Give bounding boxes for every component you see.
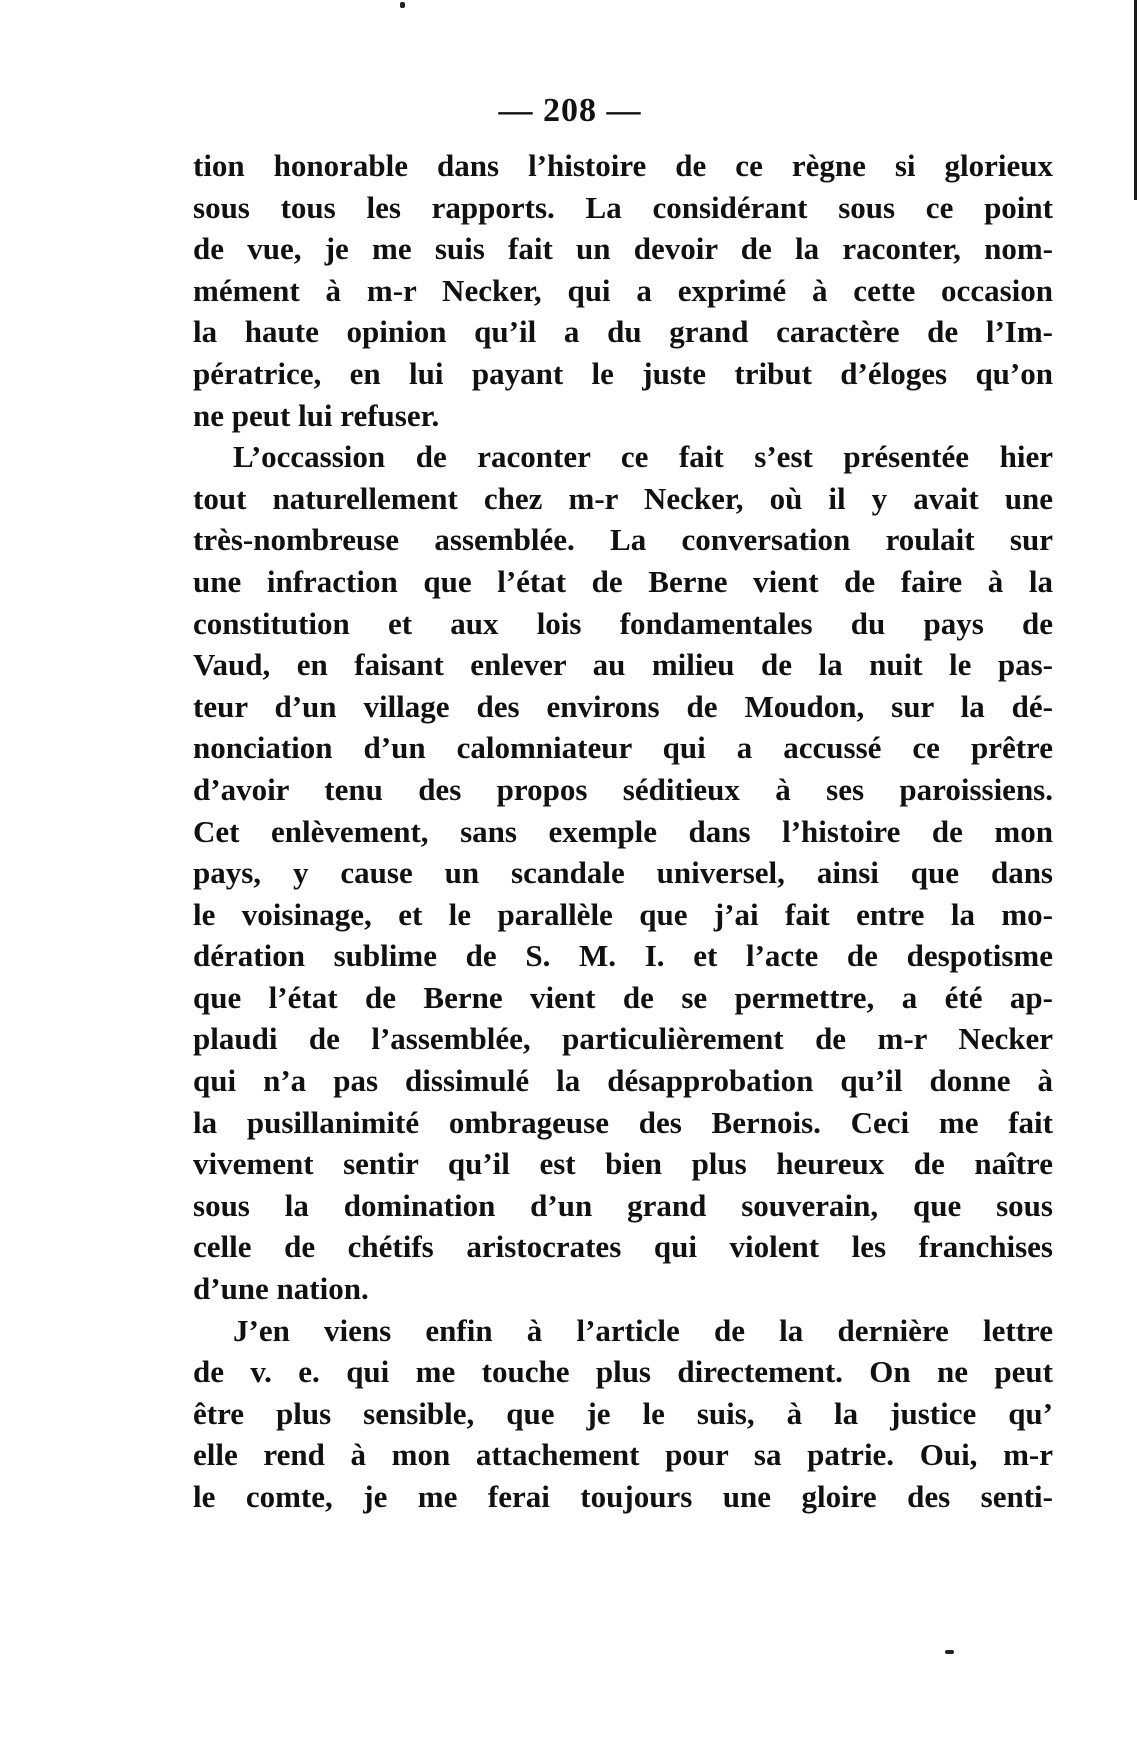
text-line: plaudi de l’assemblée, particulièrement de m-r Necker [193,1021,1053,1057]
text-line: mément à m-r Necker, qui a exprimé à cette occasion [193,272,1053,308]
text-line: Vaud, en faisant enlever au milieu de la nuit le pas- [193,647,1053,683]
text-line: pératrice, en lui payant le juste tribut d’éloges qu’on [193,355,1053,391]
text-line: le voisinage, et le parallèle que j’ai fait entre la mo- [193,896,1053,932]
body-text [193,145,1053,1518]
text-line: tout naturellement chez m-r Necker, où il y avait une [193,480,1053,516]
text-line: la haute opinion qu’il a du grand caractère de l’Im- [193,314,1053,350]
paragraph-end-line: ne peut lui refuser. [193,397,440,433]
text-line: que l’état de Berne vient de se permettre, a été ap- [193,979,1053,1015]
text-line: d’avoir tenu des propos séditieux à ses paroissiens. [193,771,1053,807]
paragraph-end-line: d’une nation. [193,1271,369,1307]
print-speck [400,2,405,8]
text-line: une infraction que l’état de Berne vient de faire à la [193,563,1053,599]
text-line: vivement sentir qu’il est bien plus heureux de naître [193,1146,1053,1182]
text-line: teur d’un village des environs de Moudon, sur la dé- [193,688,1053,724]
text-line: de v. e. qui me touche plus directement. On ne peut [193,1354,1053,1390]
text-line: tion honorable dans l’histoire de ce règne si glorieux [193,148,1053,183]
paragraph-start-line: J’en viens enfin à l’article de la dernière lettre [233,1312,1053,1348]
text-line: nonciation d’un calomniateur qui a accussé ce prêtre [193,730,1053,766]
text-line: de vue, je me suis fait un devoir de la raconter, nom- [193,231,1053,267]
text-line: être plus sensible, que je le suis, à la justice qu’ [193,1395,1053,1431]
paragraph-start-line: L’occassion de raconter ce fait s’est présentée hier [233,439,1053,475]
print-speck [945,1650,954,1654]
text-line: très-nombreuse assemblée. La conversation roulait sur [193,522,1053,558]
text-line: sous la domination d’un grand souverain, que sous [193,1187,1053,1223]
text-line: elle rend à mon attachement pour sa patrie. Oui, m-r [193,1437,1053,1473]
text-line: dération sublime de S. M. I. et l’acte de despotisme [193,938,1053,974]
text-line: le comte, je me ferai toujours une gloire des senti- [193,1479,1053,1514]
text-line: celle de chétifs aristocrates qui violent les franchises [193,1229,1053,1265]
text-line: sous tous les rapports. La considérant sous ce point [193,189,1053,225]
page-number: — 208 — [498,92,642,129]
text-line: Cet enlèvement, sans exemple dans l’histoire de mon [193,813,1053,849]
text-line: qui n’a pas dissimulé la désapprobation qu’il donne à [193,1063,1053,1099]
text-line: constitution et aux lois fondamentales du pays de [193,605,1053,641]
text-line: pays, y cause un scandale universel, ainsi que dans [193,855,1053,891]
text-line: la pusillanimité ombrageuse des Bernois. Ceci me fait [193,1104,1053,1140]
